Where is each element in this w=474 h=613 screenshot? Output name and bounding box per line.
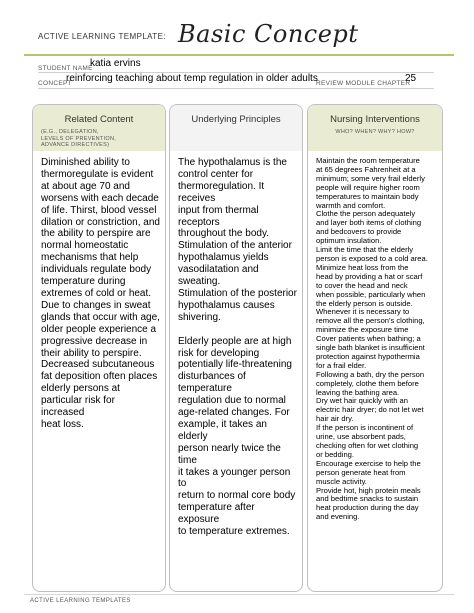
footer-text: ACTIVE LEARNING TEMPLATES — [30, 598, 131, 604]
title-band — [24, 20, 454, 56]
underlying-principles-box — [169, 104, 303, 592]
related-content-header — [33, 105, 165, 151]
student-name-field[interactable]: katia ervins — [90, 58, 141, 69]
review-module-label: REVIEW MODULE CHAPTER — [316, 80, 411, 87]
related-content-text[interactable]: Diminished ability to thermoregulate is evident at about age 70 and worsens with each decade of life. Thirst, blood vessel dilation or constriction, and the ability to perspire are normal homeostatic mechanisms that help individuals regulate body temperature during extremes of cold or heat. Due to changes in sweat glands that occur with age, older people experience a progressive decrease in their ability to perspire. Decreased subcutaneous fat deposition often places elderly persons at particular risk for increased heat loss. — [41, 157, 160, 430]
student-name-label: STUDENT NAME — [38, 65, 93, 72]
related-content-box — [32, 104, 166, 592]
underlying-principles-title: Underlying Principles — [191, 114, 281, 125]
concept-label: CONCEPT — [38, 80, 72, 87]
nursing-interventions-box — [307, 104, 443, 592]
concept-underline — [38, 88, 434, 89]
related-content-subtitle: (E.G., DELEGATION, LEVELS OF PREVENTION, ADVANCE DIRECTIVES) — [41, 129, 117, 148]
nursing-interventions-subtitle: WHO? WHEN? WHY? HOW? — [335, 129, 415, 135]
footer-divider — [24, 594, 454, 595]
template-label: ACTIVE LEARNING TEMPLATE: — [38, 32, 166, 41]
nursing-interventions-header — [308, 105, 442, 151]
underlying-principles-header — [170, 105, 302, 151]
concept-field[interactable]: reinforcing teaching about temp regulation in older adults — [66, 73, 318, 84]
nursing-interventions-text[interactable]: Maintain the room temperature at 65 degrees Fahrenheit at a minimum; some very frail elderly people will require higher room temperatures to maintain body warmth and comfort. Clothe the person adequately and layer both items of clothing and bedcovers to provide optimum insulation. Limit the time that the elderly person is exposed to a cold area. Minimize heat loss from the head by providing a hat or scarf to cover the head and neck when possible, particularly when the elderly person is outside. Whenever it is necessary to remove all the person's clothing, minimize the exposure time Cover patients when bathing; a single bath blanket is insufficient protection against hypothermia for a frail elder. Following a bath, dry the person completely, clothe them before leaving the bathing area. Dry wet hair quickly with an electric hair dryer; do not let wet hair air dry. If the person is incontinent of urine, use absorbent pads, checking often for wet clothing or bedding. Encourage exercise to help the person generate heat from muscle activity. Provide hot, high protein meals and bedtime snacks to sustain heat production during the day and evening. — [316, 156, 428, 522]
nursing-interventions-title: Nursing Interventions — [330, 114, 420, 125]
template-name: Basic Concept — [178, 20, 359, 48]
related-content-title: Related Content — [64, 114, 134, 125]
review-module-chapter-field[interactable]: 25 — [405, 73, 417, 84]
underlying-principles-text[interactable]: The hypothalamus is the control center for thermoregulation. It receives input from thermal receptors throughout the body. Stimulation of the anterior hypothalamus yields vasodilatation and sweating. Stimulation of the posterior hypothalamus causes shivering. Elderly people are at high risk for developing potentially life-threatening disturbances of temperature regulation due to normal age-related changes. For example, it takes an elderly person nearly twice the time it takes a younger person to return to normal core body temperature after exposure to temperature extremes. — [178, 157, 297, 538]
